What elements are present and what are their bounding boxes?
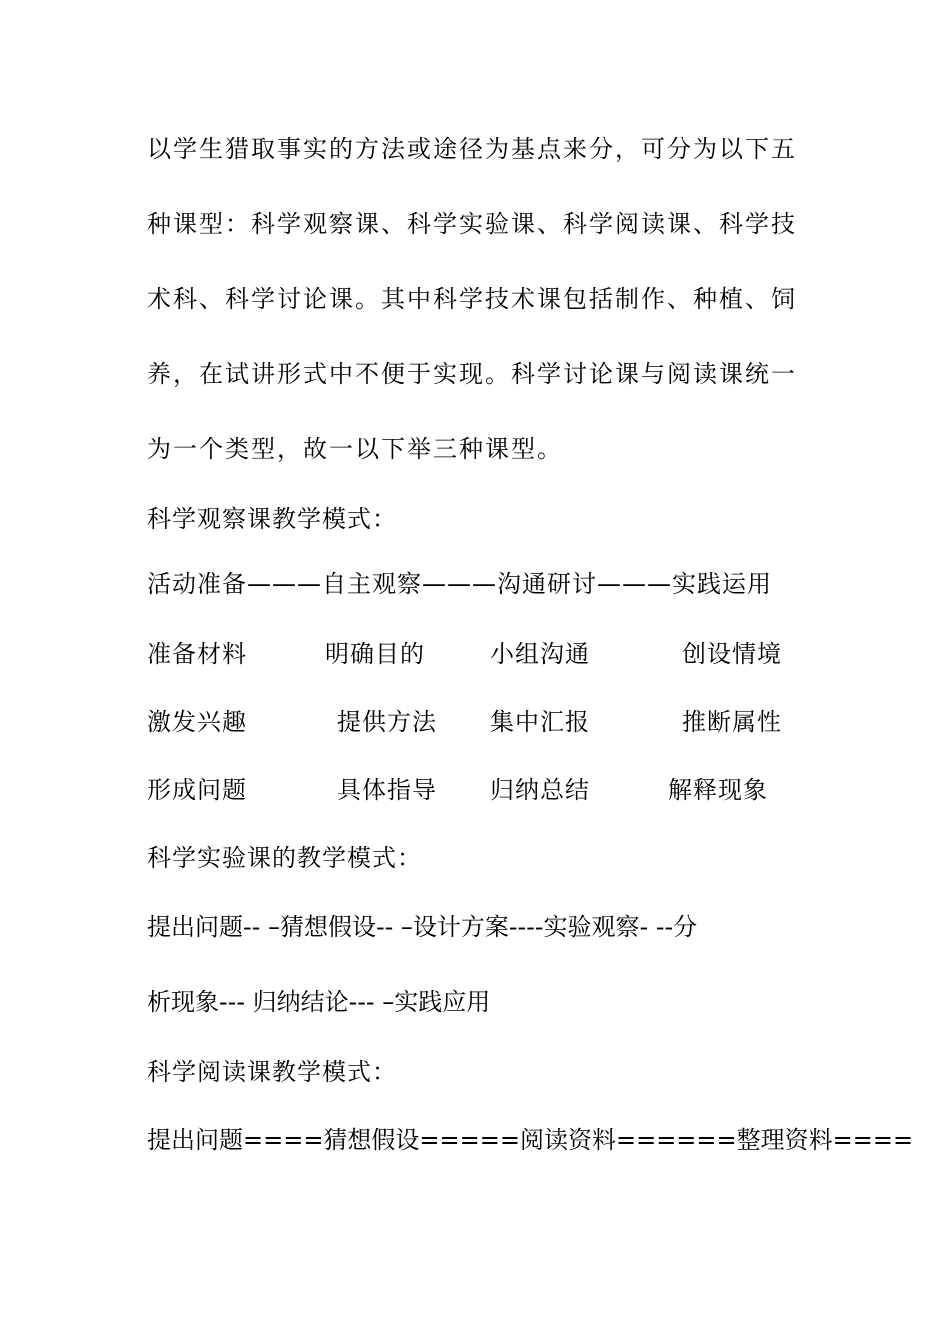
intro-line-3: 术科、科学讨论课。其中科学技术课包括制作、种植、饲 (147, 285, 797, 313)
intro-line-1: 以学生猎取事实的方法或途径为基点来分，可分为以下五 (147, 135, 797, 163)
observation-row-2-col-2: 提供方法 (337, 708, 437, 736)
intro-line-2: 种课型：科学观察课、科学实验课、科学阅读课、科学技 (147, 210, 797, 238)
observation-row-3-col-1: 形成问题 (147, 776, 247, 804)
intro-line-5: 为一个类型，故一以下举三种课型。 (147, 435, 563, 463)
observation-row-3-col-2: 具体指导 (337, 776, 437, 804)
observation-flow: 活动准备———自主观察———沟通研讨———实践运用 (147, 570, 772, 598)
observation-row-1-col-4: 创设情境 (682, 640, 782, 668)
observation-row-3-col-4: 解释现象 (668, 776, 768, 804)
observation-row-1-col-1: 准备材料 (147, 640, 247, 668)
experiment-heading: 科学实验课的教学模式： (147, 844, 422, 872)
intro-line-4: 养，在试讲形式中不便于实现。科学讨论课与阅读课统一 (147, 360, 797, 388)
observation-row-1-col-3: 小组沟通 (490, 640, 590, 668)
observation-row-3-col-3: 归纳总结 (490, 776, 590, 804)
observation-row-2-col-3: 集中汇报 (490, 708, 590, 736)
reading-flow: 提出问题====猜想假设=====阅读资料======整理资料==== (147, 1126, 914, 1154)
observation-row-2-col-1: 激发兴趣 (147, 708, 247, 736)
reading-heading: 科学阅读课教学模式： (147, 1058, 397, 1086)
experiment-flow-line-1: 提出问题-- –猜想假设-- –设计方案----实验观察- --分 (147, 913, 698, 941)
experiment-flow-line-2: 析现象--- 归纳结论--- –实践应用 (147, 988, 491, 1016)
observation-row-1-col-2: 明确目的 (325, 640, 425, 668)
observation-row-2-col-4: 推断属性 (682, 708, 782, 736)
observation-heading: 科学观察课教学模式： (147, 505, 397, 533)
